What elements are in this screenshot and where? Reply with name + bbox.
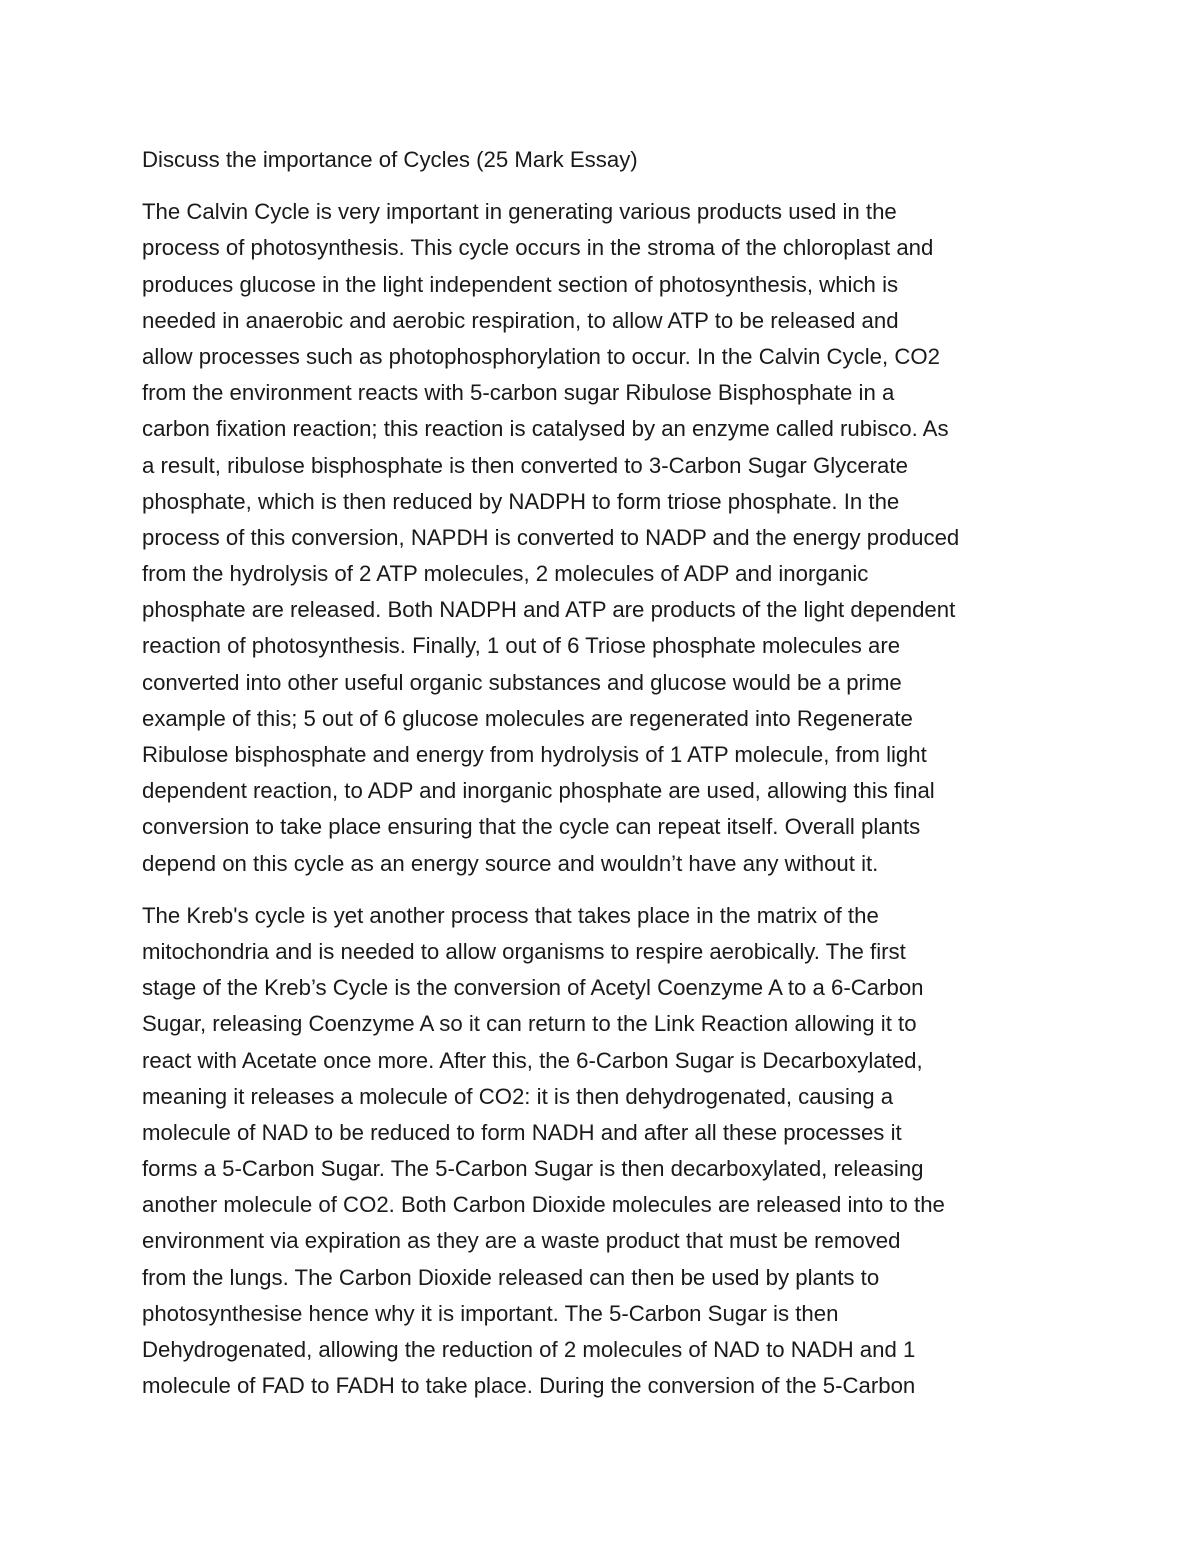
paragraph-line: reaction of photosynthesis. Finally, 1 out of 6 Triose phosphate molecules are [142,633,901,659]
paragraph-line: The Calvin Cycle is very important in generating various products used in the [142,199,897,225]
paragraph-line: react with Acetate once more. After this, the 6-Carbon Sugar is Decarboxylated, [142,1047,923,1073]
paragraph-calvin-cycle [142,194,1072,882]
paragraph-line: phosphate are released. Both NADPH and ATP are products of the light dependent [142,597,956,623]
paragraph-line: photosynthesise hence why it is important. The 5-Carbon Sugar is then [142,1300,839,1326]
paragraph-line: The Kreb's cycle is yet another process that takes place in the matrix of the [142,902,879,928]
paragraph-line: from the hydrolysis of 2 ATP molecules, 2 molecules of ADP and inorganic [142,561,869,587]
paragraph-spacer [142,882,1072,898]
paragraph-krebs-cycle [142,898,1072,1405]
paragraph-line: another molecule of CO2. Both Carbon Dioxide molecules are released into to the [142,1192,945,1218]
paragraph-line: carbon fixation reaction; this reaction is catalysed by an enzyme called rubisco. As [142,416,949,442]
paragraph-line: environment via expiration as they are a waste product that must be removed [142,1228,901,1254]
paragraph-line: from the lungs. The Carbon Dioxide released can then be used by plants to [142,1264,880,1290]
paragraph-line: molecule of FAD to FADH to take place. During the conversion of the 5-Carbon [142,1373,916,1399]
paragraph-line: depend on this cycle as an energy source and wouldn’t have any without it. [142,850,879,876]
paragraph-line: Dehydrogenated, allowing the reduction of 2 molecules of NAD to NADH and 1 [142,1337,916,1362]
paragraph-line: process of this conversion, NAPDH is converted to NADP and the energy produced [142,524,960,550]
paragraph-line: process of photosynthesis. This cycle occurs in the stroma of the chloroplast and [142,235,934,261]
paragraph-line: allow processes such as photophosphorylation to occur. In the Calvin Cycle, CO2 [142,343,940,369]
essay-title: Discuss the importance of Cycles (25 Mark Essay) [142,147,638,172]
paragraph-line: molecule of NAD to be reduced to form NADH and after all these processes it [142,1119,902,1145]
paragraph-line: meaning it releases a molecule of CO2: it is then dehydrogenated, causing a [142,1083,894,1109]
paragraph-line: dependent reaction, to ADP and inorganic phosphate are used, allowing this final [142,778,935,804]
paragraph-line: example of this; 5 out of 6 glucose molecules are regenerated into Regenerate [142,705,913,731]
paragraph-line: Sugar, releasing Coenzyme A so it can return to the Link Reaction allowing it to [142,1011,917,1037]
paragraph-line: needed in anaerobic and aerobic respiration, to allow ATP to be released and [142,307,899,333]
paragraph-line: conversion to take place ensuring that the cycle can repeat itself. Overall plants [142,814,921,840]
paragraph-line: mitochondria and is needed to allow organisms to respire aerobically. The first [142,938,906,964]
paragraph-line: from the environment reacts with 5-carbon sugar Ribulose Bisphosphate in a [142,380,895,406]
paragraph-line: a result, ribulose bisphosphate is then converted to 3-Carbon Sugar Glycerate [142,452,908,478]
paragraph-line: produces glucose in the light independent section of photosynthesis, which is [142,271,899,297]
paragraph-line: Ribulose bisphosphate and energy from hydrolysis of 1 ATP molecule, from light [142,742,927,767]
essay-body [142,142,1072,1404]
paragraph-line: converted into other useful organic substances and glucose would be a prime [142,669,902,695]
paragraph-line: phosphate, which is then reduced by NADPH to form triose phosphate. In the [142,488,900,514]
paragraph-line: forms a 5-Carbon Sugar. The 5-Carbon Sugar is then decarboxylated, releasing [142,1156,924,1182]
paragraph-line: stage of the Kreb’s Cycle is the conversion of Acetyl Coenzyme A to a 6-Carbon [142,975,924,1001]
